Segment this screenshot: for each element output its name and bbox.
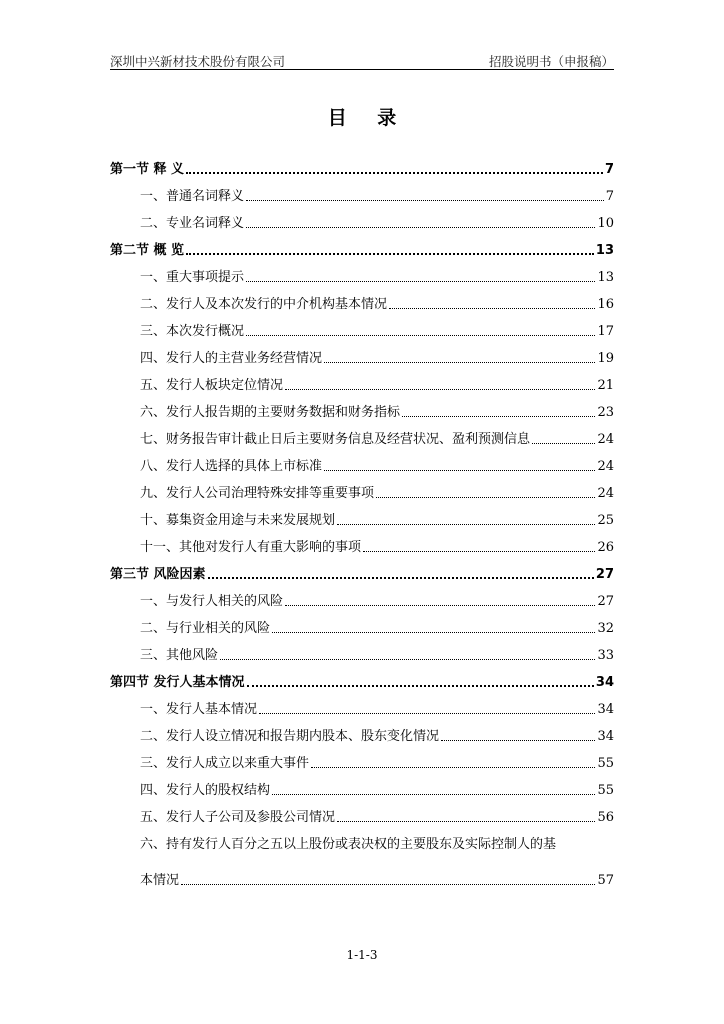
toc-entry[interactable] — [110, 258, 614, 285]
toc-entry-label: 一、与发行人相关的风险 — [140, 594, 284, 609]
toc-leader — [324, 361, 595, 363]
toc-leader — [337, 820, 595, 822]
toc-entry-label: 二、专业名词释义 — [140, 216, 245, 231]
toc-entry-page: 13 — [595, 243, 614, 258]
toc-entry-page: 26 — [597, 540, 614, 555]
toc-entry-page: 27 — [595, 567, 614, 582]
toc-leader — [220, 658, 595, 660]
toc-leader — [181, 883, 595, 885]
toc-entry-label: 一、普通名词释义 — [140, 189, 245, 204]
toc-leader — [247, 684, 594, 687]
toc-entry-page: 21 — [597, 378, 614, 393]
toc-entry-label: 五、发行人板块定位情况 — [140, 378, 284, 393]
toc-leader — [186, 252, 594, 255]
toc-entry[interactable] — [110, 609, 614, 636]
toc-entry-label: 十、募集资金用途与未来发展规划 — [140, 513, 336, 528]
toc-entry-page: 55 — [597, 756, 614, 771]
toc-entry[interactable] — [110, 636, 614, 663]
toc-entry[interactable] — [110, 204, 614, 231]
toc-entry[interactable] — [110, 717, 614, 744]
toc-entry-page: 57 — [597, 873, 614, 888]
toc-entry[interactable] — [110, 744, 614, 771]
toc-entry-page: 34 — [597, 702, 614, 717]
toc-leader — [532, 442, 595, 444]
toc-leader — [441, 739, 595, 741]
toc-entry-label-line2-row — [110, 852, 614, 888]
toc-section-entry[interactable] — [110, 663, 614, 690]
toc-leader — [246, 280, 595, 282]
toc-entry-label: 第四节 发行人基本情况 — [110, 675, 245, 690]
toc-entry-label: 第二节 概 览 — [110, 243, 185, 258]
toc-entry[interactable] — [110, 339, 614, 366]
toc-entry-label: 九、发行人公司治理特殊安排等重要事项 — [140, 486, 375, 501]
toc-entry-page: 13 — [597, 270, 614, 285]
page-number: 1-1-3 — [346, 948, 378, 962]
toc-entry-page: 10 — [597, 216, 614, 231]
header-divider — [110, 69, 614, 70]
toc-entry-label: 第三节 风险因素 — [110, 567, 206, 582]
toc-entry-page: 7 — [604, 162, 614, 177]
toc-entry-label: 六、发行人报告期的主要财务数据和财务指标 — [140, 405, 401, 420]
header-company: 深圳中兴新材技术股份有限公司 — [110, 54, 286, 69]
toc-leader — [324, 469, 595, 471]
table-of-contents — [110, 150, 614, 888]
toc-entry-page: 25 — [597, 513, 614, 528]
toc-entry-label: 八、发行人选择的具体上市标准 — [140, 459, 323, 474]
toc-entry-label: 十一、其他对发行人有重大影响的事项 — [140, 540, 362, 555]
toc-entry-label: 五、发行人子公司及参股公司情况 — [140, 810, 336, 825]
toc-entry[interactable] — [110, 312, 614, 339]
toc-entry[interactable] — [110, 582, 614, 609]
toc-entry[interactable] — [110, 501, 614, 528]
toc-leader — [208, 576, 594, 579]
toc-section-entry[interactable] — [110, 150, 614, 177]
toc-leader — [363, 550, 595, 552]
toc-entry-label: 三、其他风险 — [140, 648, 219, 663]
toc-entry-label: 第一节 释 义 — [110, 162, 185, 177]
toc-entry[interactable] — [110, 285, 614, 312]
toc-entry-page: 56 — [597, 810, 614, 825]
toc-entry[interactable] — [110, 528, 614, 555]
toc-leader — [402, 415, 595, 417]
toc-leader — [285, 388, 595, 390]
toc-entry-page: 17 — [597, 324, 614, 339]
toc-entry-page: 24 — [597, 432, 614, 447]
toc-leader — [389, 307, 595, 309]
toc-entry-label: 三、发行人成立以来重大事件 — [140, 756, 310, 771]
toc-leader — [246, 334, 595, 336]
toc-entry[interactable] — [110, 690, 614, 717]
toc-entry-label: 二、发行人及本次发行的中介机构基本情况 — [140, 297, 388, 312]
toc-entry-label-line1: 六、持有发行人百分之五以上股份或表决权的主要股东及实际控制人的基 — [140, 837, 557, 852]
toc-section-entry[interactable] — [110, 555, 614, 582]
toc-entry-label: 二、与行业相关的风险 — [140, 621, 271, 636]
toc-entry-page: 32 — [597, 621, 614, 636]
toc-entry-label-line2: 本情况 — [140, 873, 180, 888]
toc-entry-label: 四、发行人的股权结构 — [140, 783, 271, 798]
toc-entry-page: 24 — [597, 486, 614, 501]
toc-entry-page: 7 — [605, 189, 614, 204]
toc-entry[interactable] — [110, 393, 614, 420]
toc-entry-page: 34 — [595, 675, 614, 690]
toc-entry-page: 19 — [597, 351, 614, 366]
toc-entry-page: 34 — [597, 729, 614, 744]
toc-entry-page: 23 — [597, 405, 614, 420]
toc-leader — [186, 171, 603, 174]
toc-entry-page: 55 — [597, 783, 614, 798]
toc-entry[interactable] — [110, 771, 614, 798]
toc-leader — [246, 199, 604, 201]
toc-entry-page: 33 — [597, 648, 614, 663]
toc-entry-page: 16 — [597, 297, 614, 312]
toc-entry[interactable] — [110, 420, 614, 447]
toc-leader — [272, 793, 595, 795]
toc-entry-label: 一、重大事项提示 — [140, 270, 245, 285]
page-title: 目 录 — [327, 107, 409, 129]
toc-entry-page: 24 — [597, 459, 614, 474]
toc-entry-label: 二、发行人设立情况和报告期内股本、股东变化情况 — [140, 729, 440, 744]
toc-entry[interactable] — [110, 447, 614, 474]
toc-leader — [376, 496, 595, 498]
toc-leader — [272, 631, 595, 633]
toc-entry-page: 27 — [597, 594, 614, 609]
toc-entry[interactable] — [110, 474, 614, 501]
toc-section-entry[interactable] — [110, 231, 614, 258]
toc-leader — [311, 766, 595, 768]
toc-entry[interactable] — [110, 798, 614, 825]
toc-entry-label: 一、发行人基本情况 — [140, 702, 258, 717]
toc-entry-last[interactable] — [110, 825, 614, 888]
toc-leader — [246, 226, 595, 228]
header-doc-title: 招股说明书（申报稿） — [488, 54, 614, 69]
toc-leader — [337, 523, 595, 525]
toc-leader — [259, 712, 595, 714]
toc-entry[interactable] — [110, 177, 614, 204]
page-header — [110, 48, 614, 68]
toc-leader — [285, 604, 595, 606]
toc-entry-label: 四、发行人的主营业务经营情况 — [140, 351, 323, 366]
toc-entry-label: 七、财务报告审计截止日后主要财务信息及经营状况、盈利预测信息 — [140, 432, 531, 447]
toc-entry[interactable] — [110, 366, 614, 393]
toc-entry-label: 三、本次发行概况 — [140, 324, 245, 339]
